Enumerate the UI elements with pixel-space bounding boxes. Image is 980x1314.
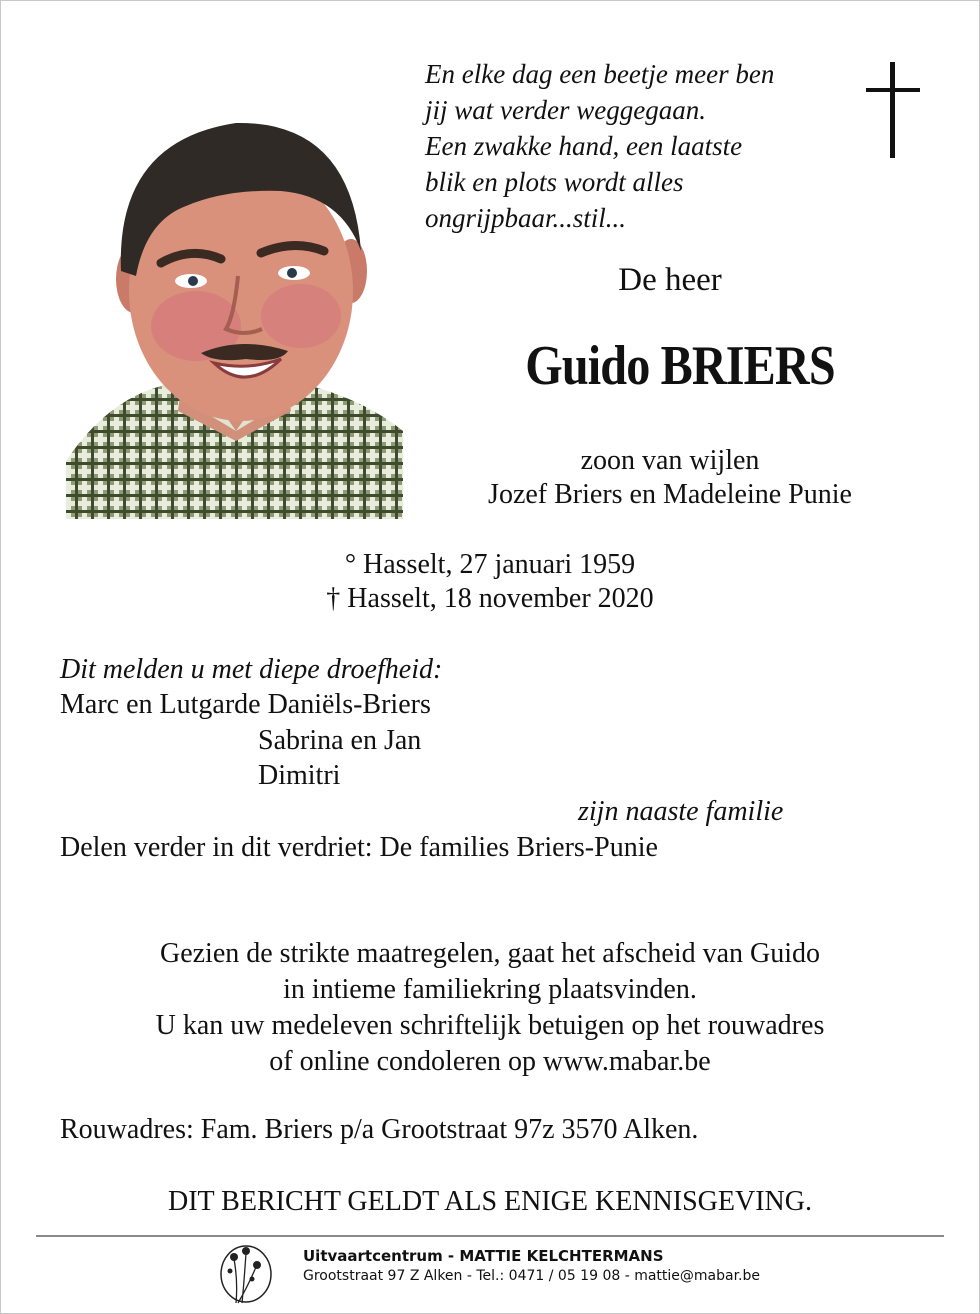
family-member: Marc en Lutgarde Daniëls-Briers xyxy=(60,689,431,720)
parents xyxy=(430,444,910,512)
funeral-home xyxy=(303,1247,760,1284)
cross-icon xyxy=(863,62,923,162)
funeral-notice xyxy=(20,936,960,1080)
poem-line: blik en plots wordt alles xyxy=(425,167,684,197)
parents-intro: zoon van wijlen xyxy=(580,445,760,476)
life-dates xyxy=(190,548,790,616)
poem-line: jij wat verder weggegaan. xyxy=(425,95,706,125)
death-date: † Hasselt, 18 november 2020 xyxy=(326,583,654,614)
notice-line: U kan uw medeleven schriftelijk betuigen op het rouwadres xyxy=(155,1010,825,1041)
parents-names: Jozef Briers en Madeleine Punie xyxy=(488,479,852,510)
portrait-photo xyxy=(66,101,403,519)
funeral-home-contact: Grootstraat 97 Z Alken - Tel.: 0471 / 05 19 08 - mattie@mabar.be xyxy=(303,1268,761,1284)
funeral-home-name: Uitvaartcentrum - MATTIE KELCHTERMANS xyxy=(303,1247,664,1265)
deceased-name: Guido BRIERS xyxy=(525,335,835,397)
poem-line: ongrijpbaar...stil... xyxy=(425,203,627,233)
notice-line: Gezien de strikte maatregelen, gaat het afscheid van Guido xyxy=(159,938,821,969)
family-member: Dimitri xyxy=(258,760,341,791)
poem xyxy=(425,56,855,236)
notice-line: in intieme familiekring plaatsvinden. xyxy=(283,974,697,1005)
poem-line: En elke dag een beetje meer ben xyxy=(425,59,775,89)
divider xyxy=(36,1235,944,1237)
notice-line: of online condoleren op www.mabar.be xyxy=(269,1046,711,1077)
family-member: Sabrina en Jan xyxy=(258,725,422,756)
family-closest: zijn naaste familie xyxy=(578,796,784,827)
poem-line: Een zwakke hand, een laatste xyxy=(425,131,743,161)
honorific: De heer xyxy=(618,262,722,298)
mourning-address: Rouwadres: Fam. Briers p/a Grootstraat 97z 3570 Alken. xyxy=(60,1114,699,1145)
closing-statement: DIT BERICHT GELDT ALS ENIGE KENNISGEVING. xyxy=(168,1186,812,1217)
family-shared: Delen verder in dit verdriet: De families Briers-Punie xyxy=(60,832,658,863)
birth-date: ° Hasselt, 27 januari 1959 xyxy=(344,549,636,580)
flower-logo-icon xyxy=(218,1241,274,1307)
family-intro: Dit melden u met diepe droefheid: xyxy=(60,654,443,685)
